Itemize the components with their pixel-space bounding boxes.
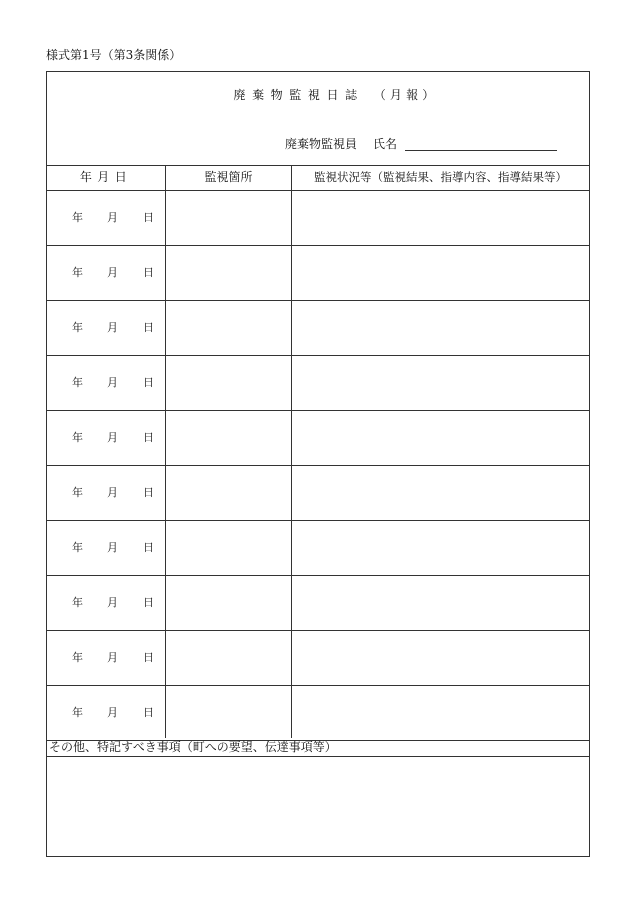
date-year-label: 年 xyxy=(72,431,83,444)
location-cell[interactable] xyxy=(166,191,291,245)
monitor-name-row xyxy=(285,136,397,152)
column-header-date: 年月日 xyxy=(79,170,133,184)
date-year-label: 年 xyxy=(72,486,83,499)
column-divider xyxy=(291,165,292,738)
name-input-line[interactable] xyxy=(405,150,557,151)
date-year-label: 年 xyxy=(72,596,83,609)
location-cell[interactable] xyxy=(166,246,291,300)
table-row xyxy=(47,521,589,576)
date-day-label: 日 xyxy=(143,651,154,664)
status-cell[interactable] xyxy=(292,631,589,685)
location-cell[interactable] xyxy=(166,521,291,575)
column-divider xyxy=(165,165,166,738)
date-month-label: 月 xyxy=(107,651,118,664)
date-month-label: 月 xyxy=(107,486,118,499)
date-day-label: 日 xyxy=(143,431,154,444)
form-title-sub: （月報） xyxy=(373,88,439,102)
date-month-label: 月 xyxy=(107,321,118,334)
date-cell[interactable] xyxy=(47,466,165,520)
table-row xyxy=(47,686,589,741)
column-header-location: 監視箇所 xyxy=(204,170,253,184)
status-cell[interactable] xyxy=(292,356,589,410)
table-row xyxy=(47,576,589,631)
name-label: 氏名 xyxy=(373,137,398,151)
date-month-label: 月 xyxy=(107,596,118,609)
location-cell[interactable] xyxy=(166,631,291,685)
status-cell[interactable] xyxy=(292,521,589,575)
location-cell[interactable] xyxy=(166,576,291,630)
other-notes-area[interactable] xyxy=(47,758,589,856)
status-cell[interactable] xyxy=(292,686,589,740)
table-row xyxy=(47,301,589,356)
date-month-label: 月 xyxy=(107,541,118,554)
date-month-label: 月 xyxy=(107,266,118,279)
date-year-label: 年 xyxy=(72,376,83,389)
table-row xyxy=(47,631,589,686)
table-row xyxy=(47,191,589,246)
monitoring-log-form xyxy=(46,71,590,857)
date-cell[interactable] xyxy=(47,411,165,465)
date-day-label: 日 xyxy=(143,486,154,499)
date-month-label: 月 xyxy=(107,376,118,389)
date-day-label: 日 xyxy=(143,376,154,389)
date-year-label: 年 xyxy=(72,321,83,334)
date-year-label: 年 xyxy=(72,266,83,279)
date-year-label: 年 xyxy=(72,211,83,224)
date-month-label: 月 xyxy=(107,211,118,224)
table-header xyxy=(47,165,589,191)
location-cell[interactable] xyxy=(166,466,291,520)
status-cell[interactable] xyxy=(292,191,589,245)
date-day-label: 日 xyxy=(143,321,154,334)
date-cell[interactable] xyxy=(47,356,165,410)
title-area xyxy=(47,72,589,166)
monitor-label: 廃棄物監視員 xyxy=(285,137,358,151)
date-year-label: 年 xyxy=(72,706,83,719)
location-cell[interactable] xyxy=(166,686,291,740)
date-cell[interactable] xyxy=(47,191,165,245)
date-day-label: 日 xyxy=(143,541,154,554)
date-cell[interactable] xyxy=(47,246,165,300)
date-year-label: 年 xyxy=(72,651,83,664)
location-cell[interactable] xyxy=(166,301,291,355)
date-day-label: 日 xyxy=(143,211,154,224)
table-row xyxy=(47,411,589,466)
table-row xyxy=(47,246,589,301)
date-cell[interactable] xyxy=(47,576,165,630)
status-cell[interactable] xyxy=(292,246,589,300)
table-row xyxy=(47,466,589,521)
date-cell[interactable] xyxy=(47,631,165,685)
status-cell[interactable] xyxy=(292,411,589,465)
date-cell[interactable] xyxy=(47,521,165,575)
status-cell[interactable] xyxy=(292,466,589,520)
location-cell[interactable] xyxy=(166,356,291,410)
date-day-label: 日 xyxy=(143,266,154,279)
form-number: 様式第1号（第3条関係） xyxy=(46,48,182,62)
location-cell[interactable] xyxy=(166,411,291,465)
other-notes-label: その他、特記すべき事項（町への要望、伝達事項等） xyxy=(47,738,589,757)
date-month-label: 月 xyxy=(107,706,118,719)
date-cell[interactable] xyxy=(47,686,165,740)
column-header-status: 監視状況等（監視結果、指導内容、指導結果等） xyxy=(314,170,567,184)
form-title-main: 廃棄物監視日誌 xyxy=(233,88,364,102)
form-title xyxy=(47,87,589,103)
date-month-label: 月 xyxy=(107,431,118,444)
status-cell[interactable] xyxy=(292,301,589,355)
date-year-label: 年 xyxy=(72,541,83,554)
status-cell[interactable] xyxy=(292,576,589,630)
date-day-label: 日 xyxy=(143,706,154,719)
table-row xyxy=(47,356,589,411)
date-cell[interactable] xyxy=(47,301,165,355)
date-day-label: 日 xyxy=(143,596,154,609)
